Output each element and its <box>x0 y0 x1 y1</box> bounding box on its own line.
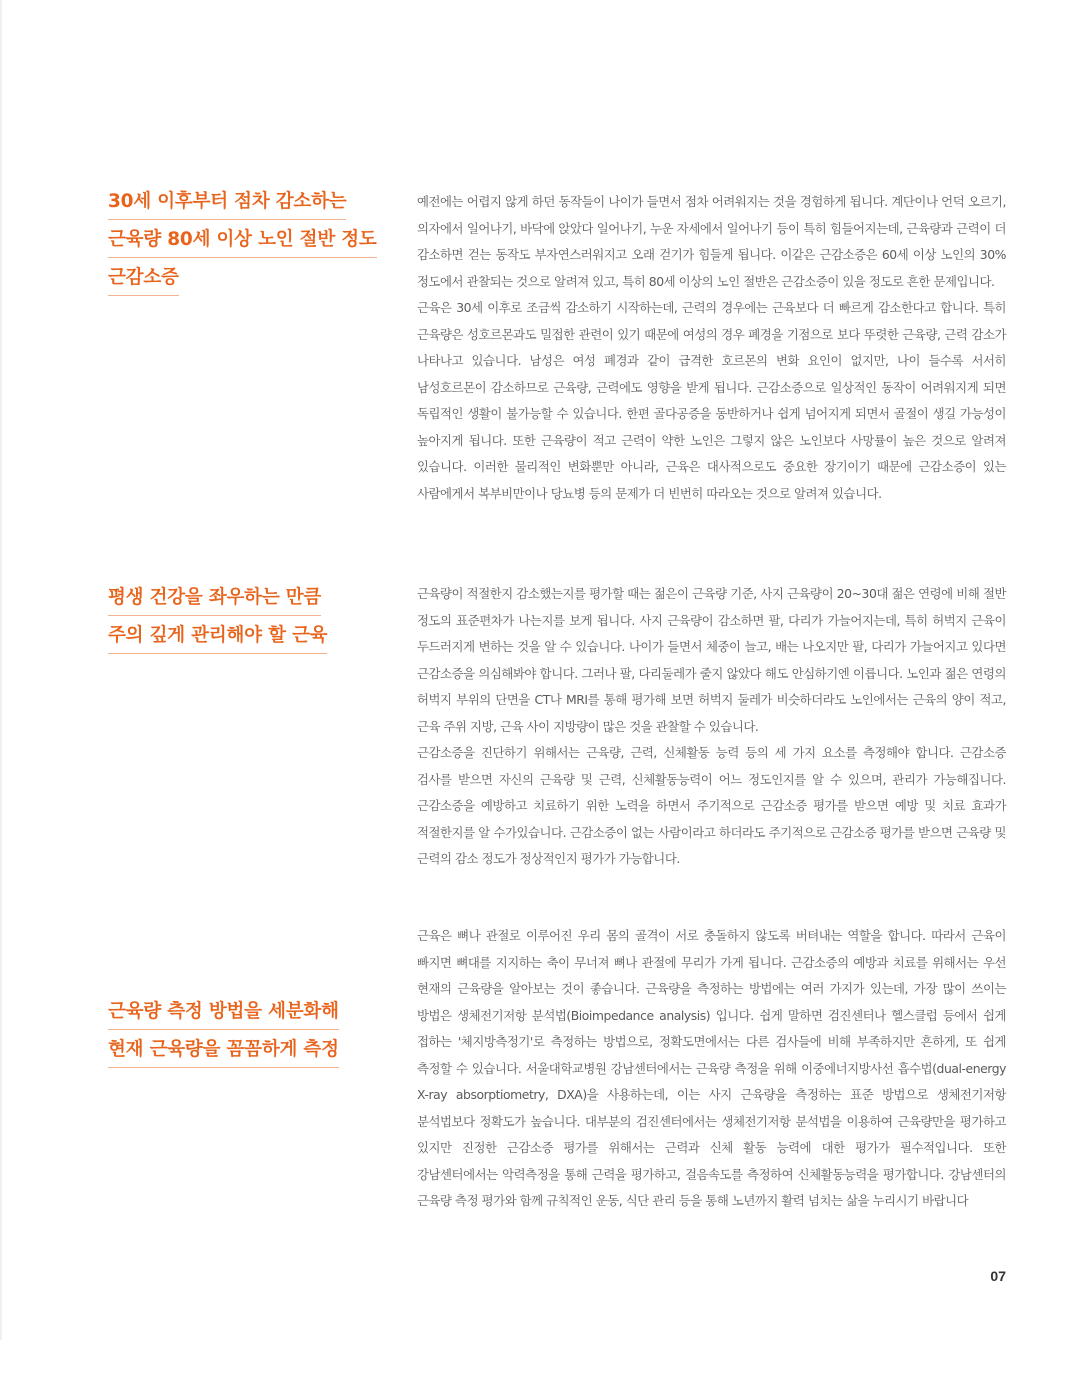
heading-line: 근감소증 <box>108 262 398 296</box>
body-paragraph: 예전에는 어렵지 않게 하던 동작들이 나이가 들면서 점차 어려워지는 것을 경험하게 됩니다. 계단이나 언덕 오르기, 의자에서 일어나기, 바닥에 앉았다 일어나기, 누운 자세에서 일어나기 등이 특히 힘들어지는데, 근육량과 근력이 더 감소하면 걷는 동작도 부자연스러워지고 오래 걷기가 힘들게 됩니다. 이같은 근감소증은 60세 이상 노인의 30% 정도에서 관찰되는 것으로 알려져 있고, 특히 80세 이상의 노인 절반은 근감소증이 있을 정도로 흔한 문제입니다. <box>417 194 1006 289</box>
page-edge <box>0 0 2 1340</box>
heading-line: 주의 깊게 관리해야 할 근육 <box>108 620 398 654</box>
section-3-heading <box>108 996 398 1068</box>
section-2-body <box>417 581 1006 873</box>
heading-line: 현재 근육량을 꼼꼼하게 측정 <box>108 1034 398 1068</box>
heading-line: 근육량 80세 이상 노인 절반 정도 <box>108 224 398 258</box>
body-paragraph: 근육은 30세 이후로 조금씩 감소하기 시작하는데, 근력의 경우에는 근육보다 더 빠르게 감소한다고 합니다. 특히 근육량은 성호르몬과도 밀접한 관련이 있기 때문에 여성의 경우 폐경을 기점으로 보다 뚜렷한 근육량, 근력 감소가 나타나고 있습니다. 남성은 여성 폐경과 같이 급격한 호르몬의 변화 요인이 없지만, 나이 들수록 서서히 남성호르몬이 감소하므로 근육량, 근력에도 영향을 받게 됩니다. 근감소증으로 일상적인 동작이 어려워지게 되면 독립적인 생활이 불가능할 수 있습니다. 한편 골다공증을 동반하거나 쉽게 넘어지게 되면서 골절이 생길 가능성이 높아지게 됩니다. 또한 근육량이 적고 근력이 약한 노인은 그렇지 않은 노인보다 사망률이 높은 것으로 알려져 있습니다. 이러한 물리적인 변화뿐만 아니라, 근육은 대사적으로도 중요한 장기이기 때문에 근감소증이 있는 사람에게서 복부비만이나 당뇨병 등의 문제가 더 빈번히 따라오는 것으로 알려져 있습니다. <box>417 300 1006 501</box>
heading-line: 근육량 측정 방법을 세분화해 <box>108 996 398 1030</box>
body-paragraph: 근감소증을 진단하기 위해서는 근육량, 근력, 신체활동 능력 등의 세 가지 요소를 측정해야 합니다. 근감소증 검사를 받으면 자신의 근육량 및 근력, 신체활동능력이 어느 정도인지를 알 수 있으며, 관리가 가능해집니다. 근감소증을 예방하고 치료하기 위한 노력을 하면서 주기적으로 근감소증 평가를 받으면 예방 및 치료 효과가 적절한지를 알 수가있습니다. 근감소증이 없는 사람이라고 하더라도 주기적으로 근감소증 평가를 받으면 근육량 및 근력의 감소 정도가 정상적인지 평가가 가능합니다. <box>417 745 1006 866</box>
heading-line: 평생 건강을 좌우하는 만큼 <box>108 582 398 616</box>
heading-line: 30세 이후부터 점차 감소하는 <box>108 186 398 220</box>
section-1-body <box>417 189 1006 507</box>
section-1-heading <box>108 186 398 296</box>
page-number: 07 <box>990 1268 1006 1284</box>
body-paragraph: 근육은 뼈나 관절로 이루어진 우리 몸의 골격이 서로 충돌하지 않도록 버텨내는 역할을 합니다. 따라서 근육이 빠지면 뼈대를 지지하는 축이 무너져 뼈나 관절에 무리가 가게 됩니다. 근감소증의 예방과 치료를 위해서는 우선 현재의 근육량을 알아보는 것이 좋습니다. 근육량을 측정하는 방법에는 여러 가지가 있는데, 가장 많이 쓰이는 방법은 생체전기저항 분석법(Bioimpedance analysis) 입니다. 쉽게 말하면 검진센터나 헬스클럽 등에서 쉽게 접하는 '체지방측정기'로 측정하는 방법으로, 정확도면에서는 다른 검사들에 비해 부족하지만 흔하게, 또 쉽게 측정할 수 있습니다. 서울대학교병원 강남센터에서는 근육량 측정을 위해 이중에너지방사선 흡수법(dual-energy X-ray absorptiometry, DXA)을 사용하는데, 이는 사지 근육량을 측정하는 표준 방법으로 생체전기저항 분석법보다 정확도가 높습니다. 대부분의 검진센터에서는 생체전기저항 분석법을 이용하여 근육량만을 평가하고 있지만 진정한 근감소증 평가를 위해서는 근력과 신체 활동 능력에 대한 평가가 필수적입니다. 또한 강남센터에서는 악력측정을 통해 근력을 평가하고, 걸음속도를 측정하여 신체활동능력을 평가합니다. 강남센터의 근육량 측정 평가와 함께 규칙적인 운동, 식단 관리 등을 통해 노년까지 활력 넘치는 삶을 누리시기 바랍니다 <box>417 928 1006 1208</box>
section-2-heading <box>108 582 398 654</box>
body-paragraph: 근육량이 적절한지 감소했는지를 평가할 때는 젊은이 근육량 기준, 사지 근육량이 20~30대 젊은 연령에 비해 절반 정도의 표준편차가 나는지를 보게 됩니다. 사지 근육량이 감소하면 팔, 다리가 가늘어지는데, 특히 허벅지 근육이 두드러지게 변하는 것을 알 수 있습니다. 나이가 들면서 체중이 늘고, 배는 나오지만 팔, 다리가 가늘어지고 있다면 근감소증을 의심해봐야 합니다. 그러나 팔, 다리둘레가 줄지 않았다 해도 안심하기엔 이릅니다. 노인과 젊은 연령의 허벅지 부위의 단면을 CT나 MRI를 통해 평가해 보면 허벅지 둘레가 비슷하더라도 노인에서는 근육의 양이 적고, 근육 주위 지방, 근육 사이 지방량이 많은 것을 관찰할 수 있습니다. <box>417 586 1006 734</box>
section-3-body <box>417 923 1006 1215</box>
